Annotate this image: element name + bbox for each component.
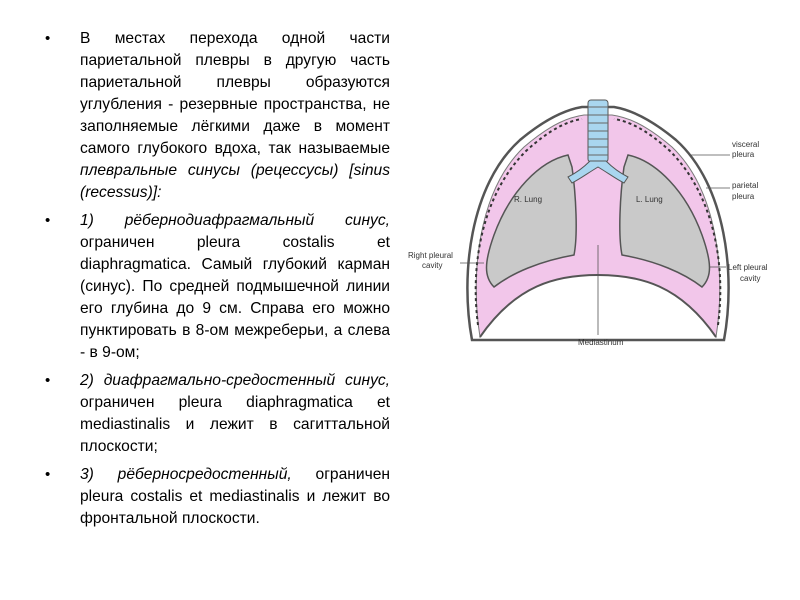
right-cavity-label-2: cavity (422, 261, 443, 270)
bullet-dot: • (45, 212, 51, 229)
costomediastinal-term: 3) рёберносредостенный, (80, 466, 292, 483)
bullet-costodiaphragmatic (45, 210, 390, 364)
bullet-dot: • (45, 30, 51, 47)
parietal-label-2: pleura (732, 192, 755, 201)
costomediastinal-text: ограничен pleura costalis et mediastinalis и лежит во фронтальной плоскости. (80, 466, 390, 527)
pleura-diagram-svg (400, 95, 800, 355)
intro-latin: [sinus (recessus)]: (80, 162, 390, 201)
parietal-label-1: parietal (732, 181, 759, 190)
intro-text: В местах перехода одной части париетальной плевры в другую часть париетальной плевры образуются углубления - резервные пространства, не заполняемые лёгкими даже в момент самого глубокого вдоха, так называемые (80, 30, 390, 157)
left-cavity-label-2: cavity (740, 274, 761, 283)
right-cavity-label-1: Right pleural (408, 251, 453, 260)
pleura-diagram (400, 95, 800, 355)
intro-term: плевральные синусы (рецессусы) (80, 162, 339, 179)
bullet-dot: • (45, 372, 51, 389)
r-lung-label: R. Lung (514, 195, 543, 204)
bullet-intro (45, 28, 390, 204)
bullet-costomediastinal (45, 464, 390, 530)
costodiaphragmatic-text: ограничен pleura costalis et diaphragmatica. Самый глубокий карман (синус). По средней подмышечной линии его глубина до 9 см. Справа его можно пунктировать в 8-ом межреберьи, а слева - в 9-ом; (80, 234, 390, 361)
bullet-dot: • (45, 466, 51, 483)
bullet-phrenicomediastinal (45, 370, 390, 458)
mediastinum-label: Mediastinum (578, 338, 624, 347)
phrenicomediastinal-text: ограничен pleura diaphragmatica et mediastinalis и лежит в сагиттальной плоскости; (80, 394, 390, 455)
costodiaphragmatic-term: 1) рёбернодиафрагмальный синус, (80, 212, 390, 229)
phrenicomediastinal-term: 2) диафрагмально-средостенный синус, (80, 372, 390, 389)
text-column (45, 28, 390, 600)
left-cavity-label-1: Left pleural (728, 263, 768, 272)
l-lung-label: L. Lung (636, 195, 663, 204)
bullet-list (45, 28, 390, 530)
visceral-label-1: visceral (732, 140, 760, 149)
visceral-label-2: pleura (732, 150, 755, 159)
